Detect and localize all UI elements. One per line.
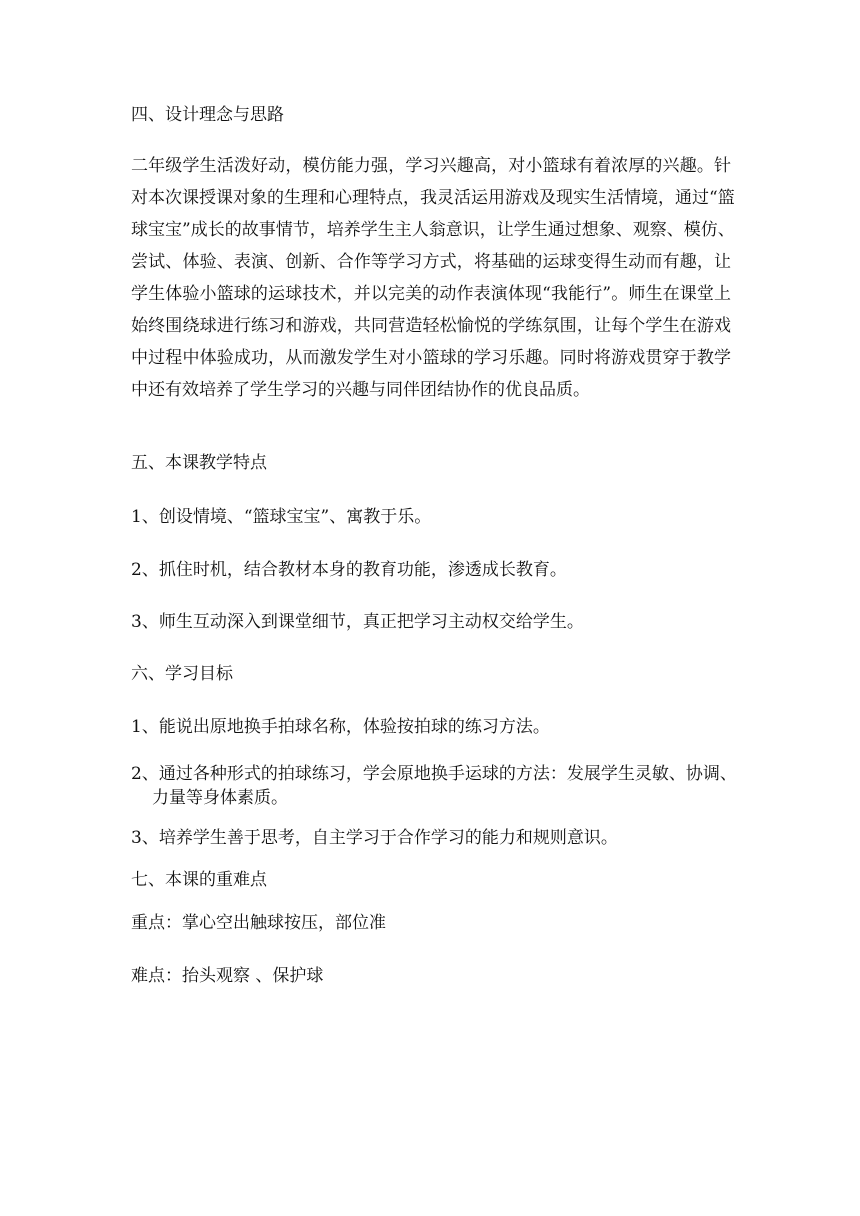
section-heading-teaching-features: 五、本课教学特点 — [131, 453, 267, 473]
paragraph-line: 始终围绕球进行练习和游戏，共同营造轻松愉悦的学练氛围，让每个学生在游戏 — [131, 316, 731, 336]
list-item: 1、创设情境、“篮球宝宝”、寓教于乐。 — [131, 507, 432, 527]
list-item: 3、培养学生善于思考，自主学习于合作学习的能力和规则意识。 — [131, 828, 618, 848]
paragraph-line: 对本次课授课对象的生理和心理特点，我灵活运用游戏及现实生活情境，通过“篮 — [131, 188, 735, 208]
list-item: 2、通过各种形式的拍球练习，学会原地换手运球的方法：发展学生灵敏、协调、 — [131, 764, 737, 784]
difficult-point-text: 难点：抬头观察 、保护球 — [131, 966, 324, 986]
list-item: 1、能说出原地换手拍球名称，体验按拍球的练习方法。 — [131, 717, 550, 737]
section-heading-learning-goals: 六、学习目标 — [131, 664, 233, 684]
paragraph-line: 球宝宝”成长的故事情节，培养学生主人翁意识，让学生通过想象、观察、模仿、 — [131, 220, 735, 240]
key-point-text: 重点：掌心空出触球按压，部位准 — [131, 913, 386, 933]
paragraph-line: 学生体验小篮球的运球技术，并以完美的动作表演体现“我能行”。师生在课堂上 — [131, 284, 731, 304]
list-item: 3、师生互动深入到课堂细节，真正把学习主动权交给学生。 — [131, 612, 584, 632]
list-item-continuation: 力量等身体素质。 — [152, 788, 288, 808]
paragraph-line: 中过程中体验成功，从而激发学生对小篮球的学习乐趣。同时将游戏贯穿于教学 — [131, 348, 731, 368]
paragraph-line: 二年级学生活泼好动，模仿能力强，学习兴趣高，对小篮球有着浓厚的兴趣。针 — [131, 156, 731, 176]
paragraph-line: 中还有效培养了学生学习的兴趣与同伴团结协作的优良品质。 — [131, 380, 590, 400]
paragraph-line: 尝试、体验、表演、创新、合作等学习方式，将基础的运球变得生动而有趣，让 — [131, 252, 731, 272]
section-heading-key-points: 七、本课的重难点 — [131, 870, 267, 890]
section-heading-design-concept: 四、设计理念与思路 — [131, 105, 284, 125]
list-item: 2、抓住时机，结合教材本身的教育功能，渗透成长教育。 — [131, 560, 567, 580]
